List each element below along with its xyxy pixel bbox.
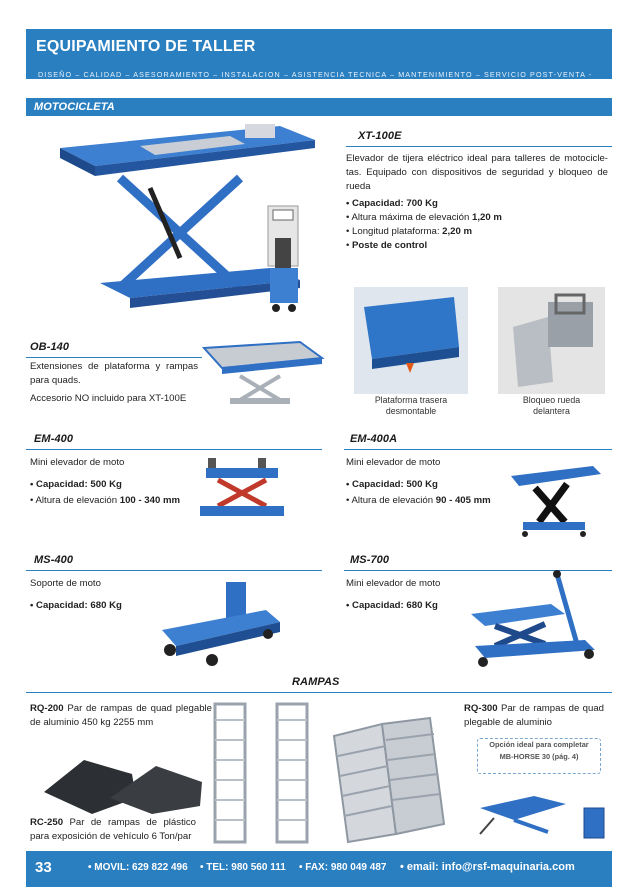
em400a-capacity: • Capacidad: 500 Kg	[346, 479, 438, 490]
page-number: 33	[35, 859, 52, 876]
em400-description: Mini elevador de moto	[30, 457, 125, 468]
rampas-divider	[26, 692, 612, 693]
em400-title: EM-400	[34, 433, 74, 445]
ob140-title: OB-140	[30, 341, 70, 353]
em400a-height: • Altura de elevación 90 - 405 mm	[346, 495, 491, 506]
ms400-image	[156, 580, 286, 666]
header-tagline: DISEÑO – CALIDAD – ASESORAMIENTO – INSTALACION – ASISTENCIA TECNICA – MANTENIMIENTO – SERVICIO POST-VENTA -	[38, 70, 593, 79]
rear-platform-caption: Plataforma trasera desmontable	[374, 395, 448, 416]
rq300-ramps-image	[330, 716, 470, 844]
ms400-description: Soporte de moto	[30, 578, 101, 589]
ms700-description: Mini elevador de moto	[346, 578, 441, 589]
xt100e-lift-image	[30, 118, 330, 330]
em400a-title: EM-400A	[350, 433, 398, 445]
xt100e-description: Elevador de tijera eléctrico ideal para talleres de motocicle-tas. Equipado con dispositivos de seguridad y bloqueo de rueda	[346, 153, 608, 192]
ob140-description: Extensiones de plataforma y rampas para quads.	[30, 361, 198, 386]
ms400-capacity: • Capacidad: 680 Kg	[30, 600, 122, 611]
ms700-title: MS-700	[350, 554, 390, 566]
motocicleta-title: MOTOCICLETA	[34, 101, 115, 113]
xt100e-length: • Longitud plataforma: 2,20 m	[346, 226, 473, 237]
rq300-text: RQ-300 Par de rampas de quad plegable de aluminio	[464, 703, 604, 728]
em400a-description: Mini elevador de moto	[346, 457, 441, 468]
xt100e-control: • Poste de control	[346, 240, 428, 251]
xt100e-height: • Altura máxima de elevación 1,20 m	[346, 212, 502, 223]
wheel-lock-caption: Bloqueo rueda delantera	[522, 395, 581, 416]
rq200-ramps-image	[205, 700, 325, 846]
em400a-divider	[344, 449, 612, 450]
footer-fax: • FAX: 980 049 487	[299, 862, 387, 873]
ideal-option-note: Opción ideal para completar MB-HORSE 30 (pág. 4)	[477, 738, 601, 774]
ms700-capacity: • Capacidad: 680 Kg	[346, 600, 438, 611]
xt100e-capacity: • Capacidad: 700 Kg	[346, 198, 438, 209]
rear-platform-photo	[354, 287, 468, 394]
xt100e-title: XT-100E	[358, 130, 402, 142]
rc250-text: RC-250 Par de rampas de plástico para exposición de vehículo 6 Ton/par	[30, 817, 196, 842]
wheel-lock-photo	[498, 287, 605, 394]
rc250-ramps-image	[40, 752, 210, 818]
xt100e-divider	[346, 146, 612, 147]
rampas-title: RAMPAS	[292, 676, 340, 688]
rq200-text: RQ-200 Par de rampas de quad plegable de aluminio 450 kg 2255 mm	[30, 703, 212, 728]
em400-image	[196, 456, 288, 528]
footer-phone: • TEL: 980 560 111	[200, 862, 286, 873]
footer-email: • email: info@rsf-maquinaria.com	[400, 861, 575, 873]
em400-capacity: • Capacidad: 500 Kg	[30, 479, 122, 490]
em400-divider	[26, 449, 322, 450]
ms700-image	[465, 564, 605, 672]
ob140-divider	[26, 357, 202, 358]
page-title: EQUIPAMIENTO DE TALLER	[36, 38, 256, 55]
ms400-divider	[26, 570, 322, 571]
ob140-note: Accesorio NO incluido para XT-100E	[30, 393, 187, 404]
footer-mobile: • MOVIL: 629 822 496	[88, 862, 188, 873]
ob140-image	[200, 338, 325, 410]
ms400-title: MS-400	[34, 554, 74, 566]
em400-height: • Altura de elevación 100 - 340 mm	[30, 495, 181, 506]
em400a-image	[505, 460, 605, 538]
mb-horse-image	[474, 778, 610, 844]
